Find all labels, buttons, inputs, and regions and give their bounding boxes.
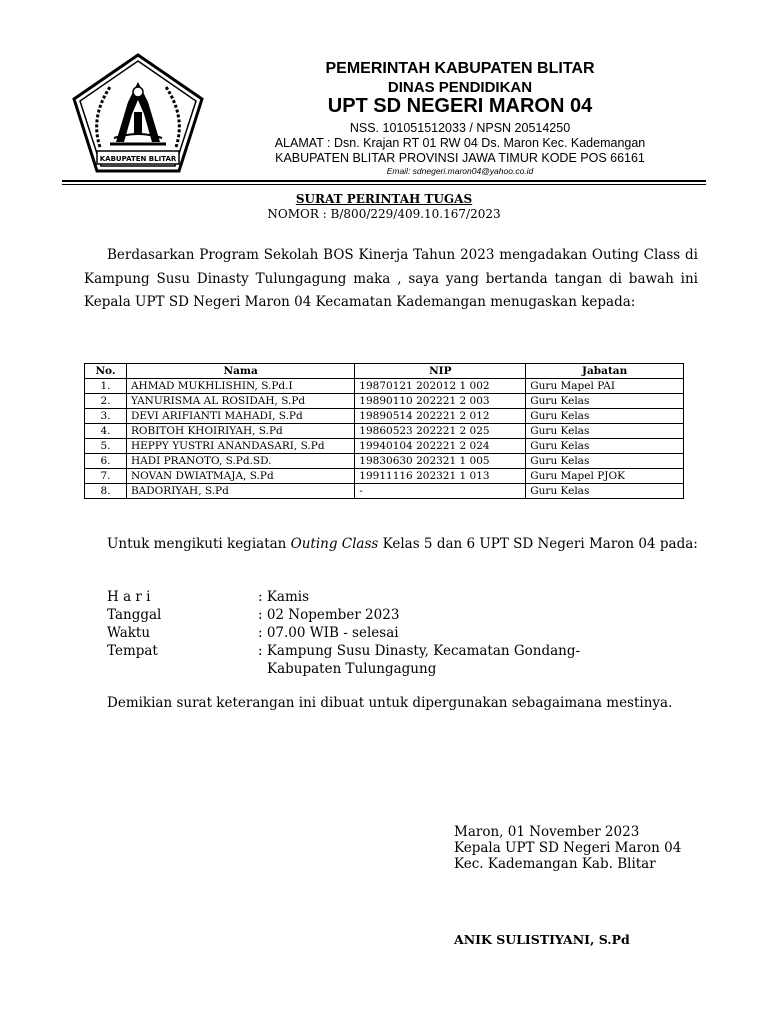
- cell-no: 7.: [85, 469, 127, 484]
- signature-position-1: Kepala UPT SD Negeri Maron 04: [454, 840, 682, 856]
- cell-nama: DEVI ARIFIANTI MAHADI, S.Pd: [126, 409, 354, 424]
- detail-value-continued: Kabupaten Tulungagung: [267, 661, 437, 677]
- col-header-no: No.: [85, 364, 127, 379]
- cell-nip: -: [355, 484, 526, 499]
- signature-position-2: Kec. Kademangan Kab. Blitar: [454, 856, 656, 872]
- cell-jabatan: Guru Kelas: [526, 454, 684, 469]
- cell-no: 4.: [85, 424, 127, 439]
- activity-text-after: Kelas 5 dan 6 UPT SD Negeri Maron 04 pada:: [378, 536, 698, 552]
- activity-paragraph: [84, 534, 698, 554]
- cell-nip: 19890110 202221 2 003: [355, 394, 526, 409]
- cell-nama: HADI PRANOTO, S.Pd.SD.: [126, 454, 354, 469]
- cell-nip: 19890514 202221 2 012: [355, 409, 526, 424]
- letter-number: NOMOR : B/800/229/409.10.167/2023: [267, 207, 501, 221]
- cell-nip: 19940104 202221 2 024: [355, 439, 526, 454]
- table-header-row: [85, 364, 684, 379]
- cell-nama: YANURISMA AL ROSIDAH, S.Pd: [126, 394, 354, 409]
- gov-line: PEMERINTAH KABUPATEN BLITAR: [325, 60, 595, 77]
- cell-jabatan: Guru Kelas: [526, 409, 684, 424]
- table-row: [85, 394, 684, 409]
- letterhead-divider-thick: [62, 180, 706, 182]
- cell-nama: HEPPY YUSTRI ANANDASARI, S.Pd: [126, 439, 354, 454]
- cell-no: 6.: [85, 454, 127, 469]
- col-header-nip: NIP: [355, 364, 526, 379]
- cell-jabatan: Guru Mapel PAI: [526, 379, 684, 394]
- cell-no: 1.: [85, 379, 127, 394]
- school-ids: NSS. 101051512033 / NPSN 20514250: [349, 121, 571, 135]
- closing-paragraph: Demikian surat keterangan ini dibuat untuk dipergunakan sebagaimana mestinya.: [107, 695, 673, 711]
- school-email: Email: sdnegeri.maron04@yahoo.co.id: [386, 166, 534, 176]
- table-row: [85, 379, 684, 394]
- detail-label: Tanggal: [107, 607, 162, 623]
- cell-no: 2.: [85, 394, 127, 409]
- cell-jabatan: Guru Kelas: [526, 424, 684, 439]
- cell-nama: BADORIYAH, S.Pd: [126, 484, 354, 499]
- table-row: [85, 469, 684, 484]
- cell-no: 8.: [85, 484, 127, 499]
- detail-value: : Kamis: [258, 589, 310, 605]
- col-header-nama: Nama: [126, 364, 354, 379]
- table-row: [85, 424, 684, 439]
- detail-value: : 07.00 WIB - selesai: [258, 625, 399, 641]
- agency-line: DINAS PENDIDIKAN: [387, 79, 533, 96]
- cell-jabatan: Guru Kelas: [526, 484, 684, 499]
- signatory-name: ANIK SULISTIYANI, S.Pd: [454, 932, 630, 947]
- letter-title: SURAT PERINTAH TUGAS: [295, 192, 473, 206]
- table-row: [85, 439, 684, 454]
- staff-table: [84, 363, 684, 499]
- detail-label: Tempat: [107, 643, 158, 659]
- table-row: [85, 484, 684, 499]
- detail-value: : 02 Nopember 2023: [258, 607, 400, 623]
- activity-emphasis: Outing Class: [290, 536, 379, 552]
- logo-caption: KABUPATEN BLITAR: [99, 155, 177, 163]
- activity-text-before: Untuk mengikuti kegiatan: [107, 536, 291, 552]
- kabupaten-blitar-logo: [70, 52, 206, 176]
- school-region: KABUPATEN BLITAR PROVINSI JAWA TIMUR KODE POS 66161: [275, 151, 645, 165]
- cell-no: 3.: [85, 409, 127, 424]
- school-name: UPT SD NEGERI MARON 04: [327, 95, 593, 117]
- letterhead-divider-thin: [62, 184, 706, 185]
- cell-nip: 19860523 202221 2 025: [355, 424, 526, 439]
- cell-nama: NOVAN DWIATMAJA, S.Pd: [126, 469, 354, 484]
- cell-jabatan: Guru Kelas: [526, 439, 684, 454]
- intro-paragraph: Berdasarkan Program Sekolah BOS Kinerja Tahun 2023 mengadakan Outing Class di Kampung Susu Dinasty Tulungagung maka , saya yang bertanda tangan di bawah ini Kepala UPT SD Negeri Maron 04 Kecamatan Kademangan menugaskan kepada:: [84, 247, 698, 310]
- cell-nip: 19830630 202321 1 005: [355, 454, 526, 469]
- col-header-jabatan: Jabatan: [526, 364, 684, 379]
- cell-jabatan: Guru Mapel PJOK: [526, 469, 684, 484]
- detail-value: : Kampung Susu Dinasty, Kecamatan Gondang-: [258, 643, 581, 659]
- cell-no: 5.: [85, 439, 127, 454]
- detail-label: Waktu: [107, 625, 151, 641]
- detail-label: H a r i: [107, 589, 151, 605]
- signature-place-date: Maron, 01 November 2023: [454, 824, 640, 840]
- table-row: [85, 409, 684, 424]
- school-address: ALAMAT : Dsn. Krajan RT 01 RW 04 Ds. Maron Kec. Kademangan: [274, 136, 646, 150]
- cell-jabatan: Guru Kelas: [526, 394, 684, 409]
- cell-nama: ROBITOH KHOIRIYAH, S.Pd: [126, 424, 354, 439]
- cell-nip: 19911116 202321 1 013: [355, 469, 526, 484]
- cell-nama: AHMAD MUKHLISHIN, S.Pd.I: [126, 379, 354, 394]
- table-row: [85, 454, 684, 469]
- cell-nip: 19870121 202012 1 002: [355, 379, 526, 394]
